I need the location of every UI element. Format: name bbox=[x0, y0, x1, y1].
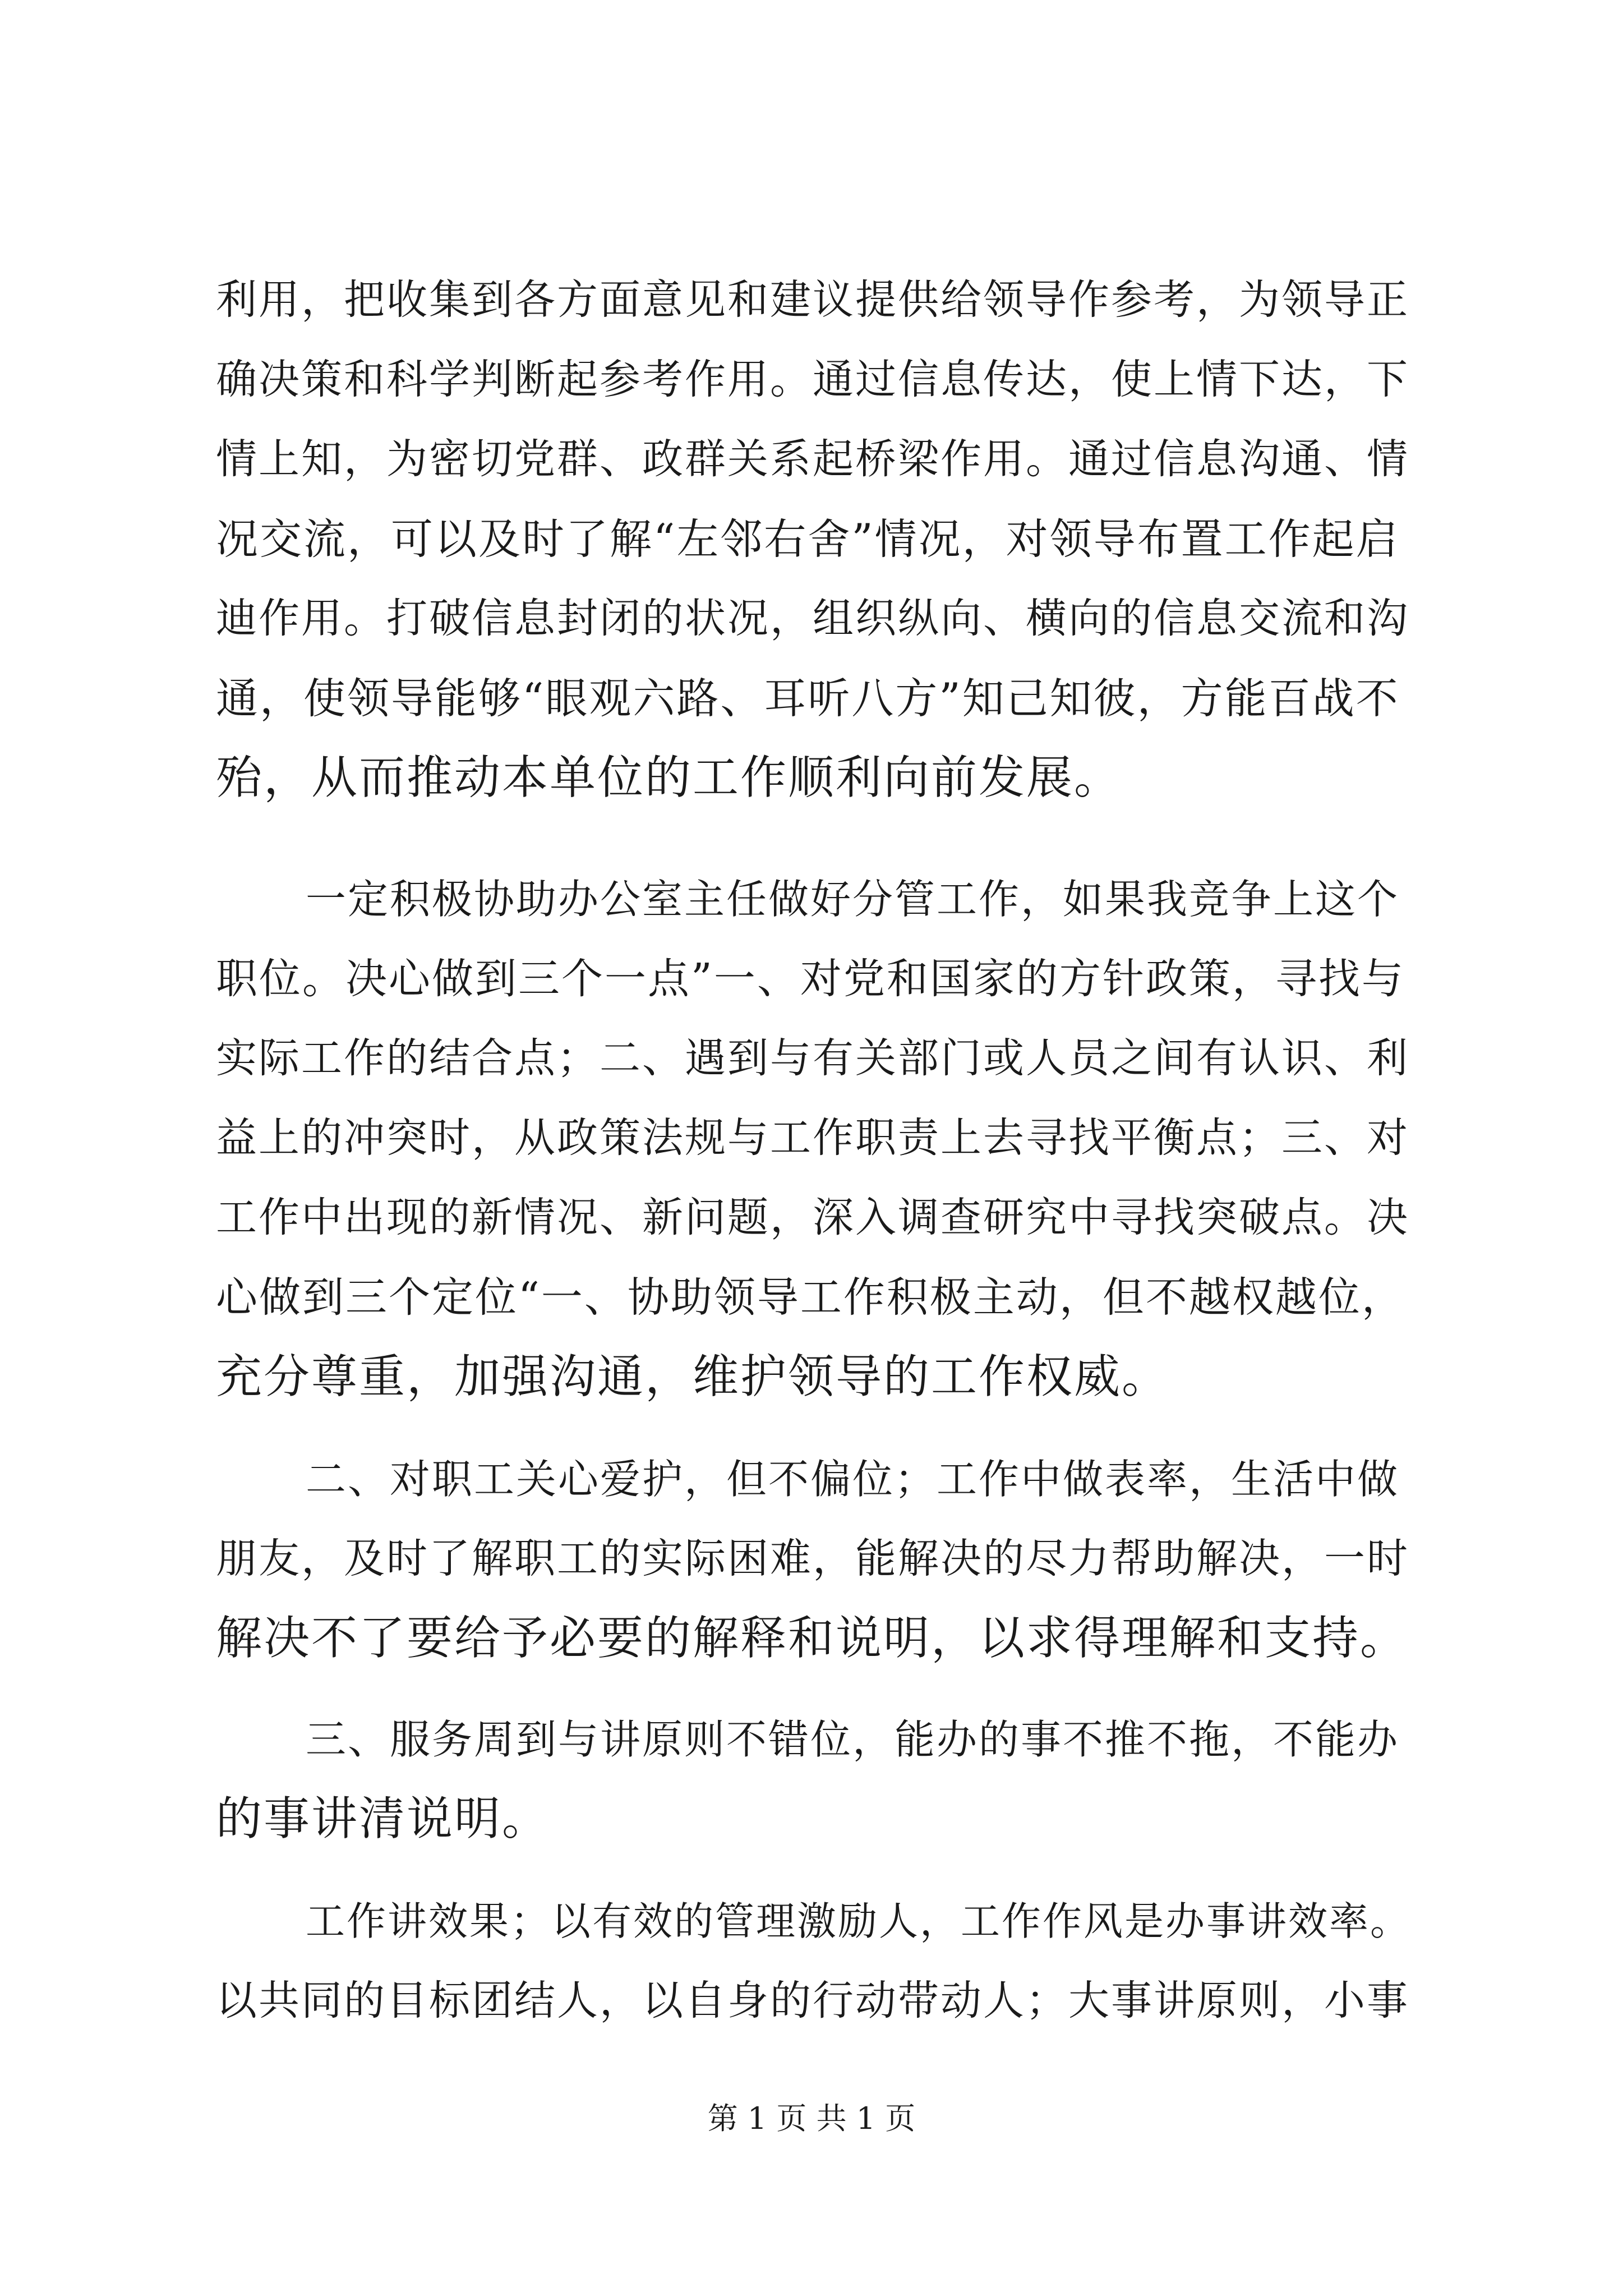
text-line: 迪作用。打破信息封闭的状况，组织纵向、横向的信息交流和沟 bbox=[216, 595, 1409, 642]
text-line: 殆，从而推动本单位的工作顺利向前发展。 bbox=[216, 751, 1122, 804]
text-line: 确决策和科学判断起参考作用。通过信息传达，使上情下达，下 bbox=[216, 356, 1409, 403]
text-line: 朋友，及时了解职工的实际困难，能解决的尽力帮助解决，一时 bbox=[216, 1535, 1409, 1582]
text-line: 情上知，为密切党群、政群关系起桥梁作用。通过信息沟通、情 bbox=[216, 435, 1409, 483]
text-line: 况交流，可以及时了解“左邻右舍”情况，对领导布置工作起启 bbox=[216, 514, 1400, 564]
text-line: 工作中出现的新情况、新问题，深入调查研究中寻找突破点。决 bbox=[216, 1194, 1409, 1241]
text-line: 解决不了要给予必要的解释和说明，以求得理解和支持。 bbox=[216, 1612, 1408, 1665]
text-line: 一定积极协助办公室主任做好分管工作，如果我竞争上这个 bbox=[306, 876, 1400, 923]
text-line: 职位。决心做到三个一点”一、对党和国家的方针政策，寻找与 bbox=[216, 955, 1405, 1003]
text-line: 工作讲效果；以有效的管理激励人，工作作风是办事讲效率。 bbox=[306, 1898, 1411, 1944]
text-line: 三、服务周到与讲原则不错位，能办的事不推不拖，不能办 bbox=[306, 1716, 1400, 1763]
text-line: 心做到三个定位“一、协助领导工作积极主动，但不越权越位， bbox=[216, 1273, 1405, 1322]
page-footer: 第 1 页 共 1 页 bbox=[707, 2101, 916, 2136]
text-line: 的事讲清说明。 bbox=[216, 1792, 550, 1846]
text-line: 以共同的目标团结人，以自身的行动带动人；大事讲原则，小事 bbox=[216, 1977, 1409, 2024]
text-line: 实际工作的结合点；二、遇到与有关部门或人员之间有认识、利 bbox=[216, 1034, 1409, 1082]
text-line: 通，使领导能够“眼观六路、耳听八方”知己知彼，方能百战不 bbox=[216, 674, 1400, 723]
text-line: 充分尊重，加强沟通，维护领导的工作权威。 bbox=[216, 1350, 1170, 1404]
text-line: 益上的冲突时，从政策法规与工作职责上去寻找平衡点；三、对 bbox=[216, 1114, 1409, 1162]
text-line: 二、对职工关心爱护，但不偏位；工作中做表率，生活中做 bbox=[306, 1456, 1400, 1503]
text-line: 利用，把收集到各方面意见和建议提供给领导作参考，为领导正 bbox=[216, 276, 1409, 324]
